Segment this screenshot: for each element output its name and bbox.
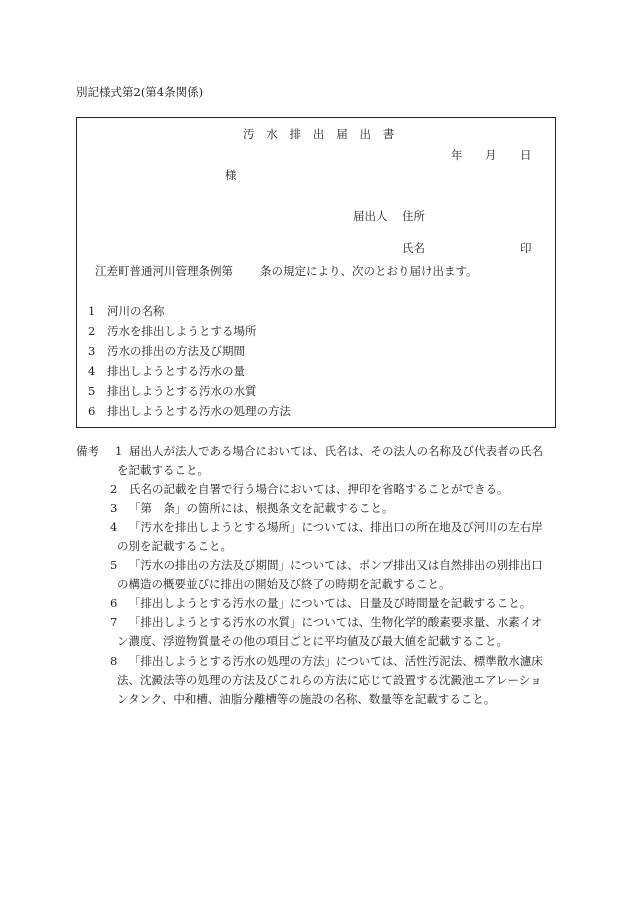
- note-line: 氏名の記載を自署で行う場合においては、押印を省略することができる。: [129, 482, 509, 496]
- name-label: 氏名: [402, 241, 425, 255]
- item-text: 排出しようとする汚水の水質: [107, 384, 257, 398]
- note-number: 1: [115, 444, 123, 458]
- note-line: の別を記載すること。: [117, 539, 232, 553]
- address-label: 住所: [402, 209, 425, 223]
- item-number: 6: [88, 404, 96, 418]
- item-number: 3: [88, 344, 96, 358]
- item-text: 河川の名称: [107, 304, 165, 318]
- note-number: 5: [110, 558, 118, 572]
- seal-mark: 印: [520, 241, 532, 255]
- form-title: [243, 129, 406, 141]
- title-char: 排: [289, 127, 302, 141]
- item-text: 排出しようとする汚水の処理の方法: [107, 404, 291, 418]
- item-text: 汚水の排出の方法及び期間: [107, 344, 245, 358]
- note-number: 7: [110, 615, 118, 629]
- title-char: 汚: [243, 127, 255, 141]
- note-line: 「排出しようとする汚水の水質」については、生物化学的酸素要求量、水素イオ: [129, 615, 543, 629]
- note-line: 「第 条」の箇所には、根拠条文を記載すること。: [129, 501, 394, 515]
- statement-suffix: 条の規定により、次のとおり届け出ます。: [260, 264, 478, 278]
- note-line: 「汚水を排出しようとする場所」については、排出口の所在地及び河川の左右岸: [129, 520, 543, 534]
- note-line: を記載すること。: [117, 463, 209, 477]
- note-line: 法、沈澱法等の処理の方法及びこれらの方法に応じて設置する沈澱池エアレーショ: [117, 673, 542, 687]
- date-month-label: 月: [485, 148, 497, 162]
- title-char: 出: [312, 127, 325, 141]
- note-line: 「汚水の排出の方法及び期間」については、ポンプ排出又は自然排出の別排出口: [129, 558, 543, 572]
- note-line: 届出人が法人である場合においては、氏名は、その法人の名称及び代表者の氏名: [129, 444, 543, 458]
- item-number: 2: [88, 324, 96, 338]
- note-line: 「排出しようとする汚水の処理の方法」については、活性汚泥法、標準散水濾床: [129, 654, 543, 668]
- applicant-label: 届出人: [353, 209, 388, 223]
- item-number: 1: [88, 304, 96, 318]
- form-number-label: 別記様式第2(第4条関係): [76, 85, 204, 99]
- title-char: 水: [266, 127, 278, 141]
- date-day-label: 日: [520, 148, 532, 162]
- note-number: 2: [110, 482, 118, 496]
- item-text: 汚水を排出しようとする場所: [107, 324, 257, 338]
- note-number: 8: [110, 654, 118, 668]
- note-number: 3: [110, 501, 118, 515]
- note-number: 4: [110, 520, 118, 534]
- note-line: ン濃度、浮遊物質量その他の項目ごとに平均値及び最大値を記載すること。: [117, 634, 508, 648]
- item-text: 排出しようとする汚水の量: [107, 364, 245, 378]
- statement-prefix: 江差町普通河川管理条例第: [95, 264, 233, 278]
- note-line: ンタンク、中和槽、油脂分離槽等の施設の名称、数量等を記載すること。: [117, 692, 496, 706]
- note-line: 「排出しようとする汚水の量」については、日量及び時間量を記載すること。: [129, 596, 532, 610]
- title-char: 書: [382, 127, 395, 141]
- notes-label: 備考: [76, 444, 99, 458]
- item-number: 4: [88, 364, 96, 378]
- title-char: 出: [359, 127, 371, 141]
- note-number: 6: [110, 596, 118, 610]
- title-char: 届: [336, 127, 348, 141]
- addressee-suffix: 様: [225, 168, 237, 182]
- note-line: の構造の概要並びに排出の開始及び終了の時期を記載すること。: [117, 577, 451, 591]
- item-number: 5: [88, 384, 96, 398]
- date-year-label: 年: [451, 148, 463, 162]
